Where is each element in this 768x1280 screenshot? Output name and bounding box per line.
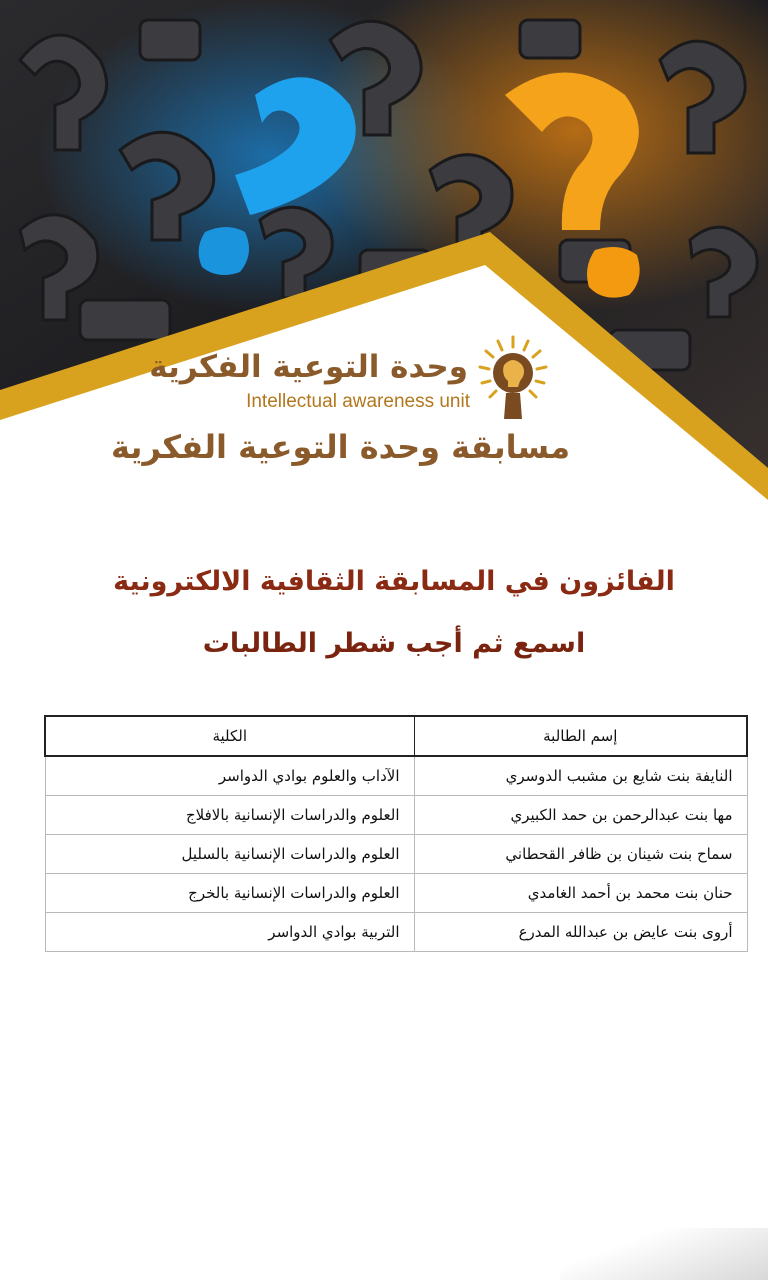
competition-title: مسابقة وحدة التوعية الفكرية <box>111 428 570 466</box>
student-name-cell: سماح بنت شينان بن ظافر القحطاني <box>414 835 747 874</box>
header-college: الكلية <box>45 716 414 756</box>
head-with-rays-icon <box>478 335 548 421</box>
student-name-cell: أروى بنت عايض بن عبدالله المدرع <box>414 913 747 952</box>
student-name-cell: حنان بنت محمد بن أحمد الغامدي <box>414 874 747 913</box>
table-row <box>45 796 747 835</box>
table-row <box>45 913 747 952</box>
college-cell: التربية بوادي الدواسر <box>45 913 414 952</box>
college-cell: العلوم والدراسات الإنسانية بالسليل <box>45 835 414 874</box>
table-row <box>45 756 747 796</box>
student-name-cell: النايفة بنت شايع بن مشبب الدوسري <box>414 756 747 796</box>
page-corner-shadow <box>560 1228 768 1280</box>
table-row <box>45 835 747 874</box>
college-cell: العلوم والدراسات الإنسانية بالخرج <box>45 874 414 913</box>
table-header-row <box>45 716 747 756</box>
winners-subheadline: اسمع ثم أجب شطر الطالبات <box>202 628 586 659</box>
header-student-name: إسم الطالبة <box>414 716 747 756</box>
unit-logo <box>149 335 580 425</box>
student-name-cell: مها بنت عبدالرحمن بن حمد الكبيري <box>414 796 747 835</box>
winners-table <box>44 715 748 952</box>
table-row <box>45 874 747 913</box>
unit-name-arabic: وحدة التوعية الفكرية <box>149 349 468 385</box>
college-cell: العلوم والدراسات الإنسانية بالافلاج <box>45 796 414 835</box>
college-cell: الآداب والعلوم بوادي الدواسر <box>45 756 414 796</box>
winners-headline: الفائزون في المسابقة الثقافية الالكترونية <box>113 566 675 597</box>
unit-name-english: Intellectual awareness unit <box>246 391 470 412</box>
